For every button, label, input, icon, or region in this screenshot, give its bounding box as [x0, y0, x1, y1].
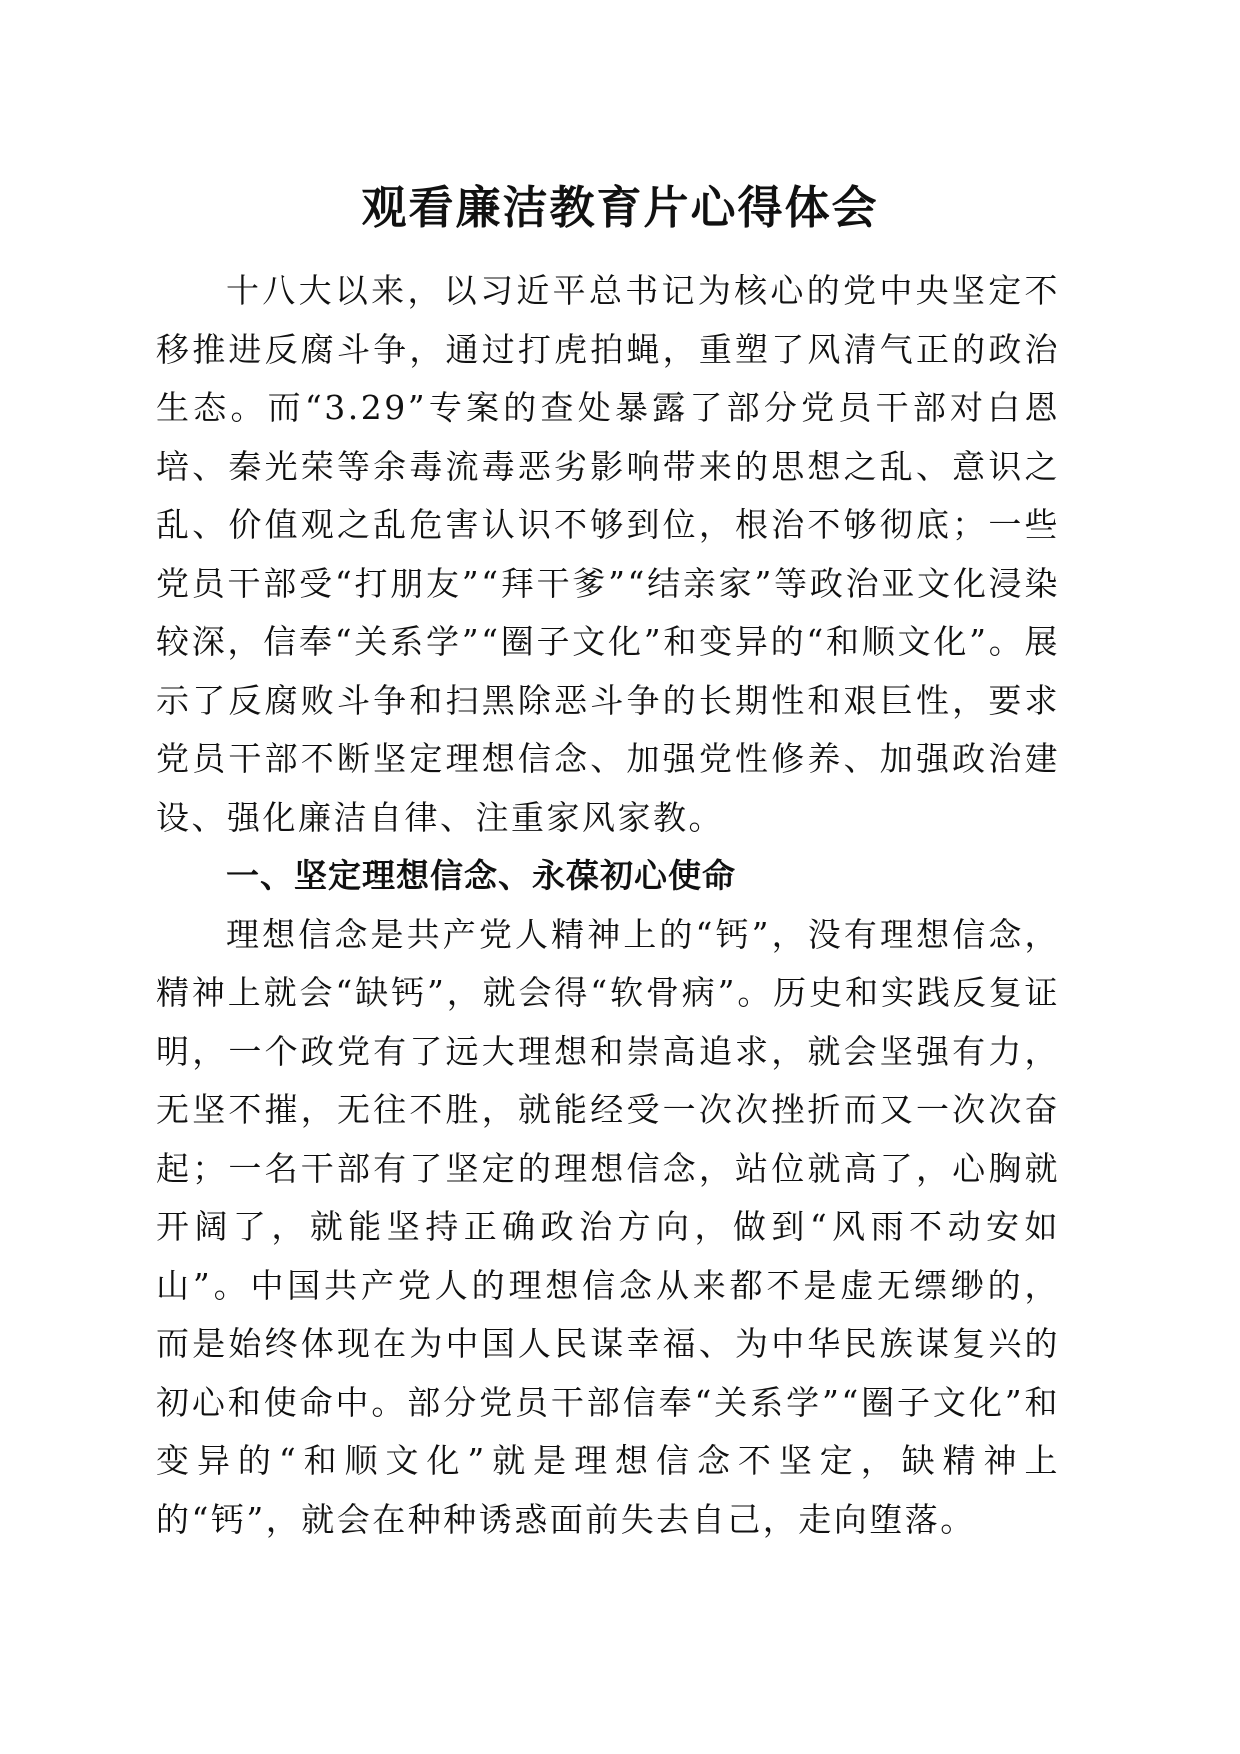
- section-heading: 一、坚定理想信念、永葆初心使命: [226, 856, 736, 895]
- intro-paragraph: 十八大以来，以习近平总书记为核心的党中央坚定不移推进反腐斗争，通过打虎拍蝇，重塑了风清气正的政治生态。而“3.29”专案的查处暴露了部分党员干部对白恩培、秦光荣等余毒流毒恶劣影响带来的思想之乱、意识之乱、价值观之乱危害认识不够到位，根治不够彻底；一些党员干部受“打朋友”“拜干爹”“结亲家”等政治亚文化浸染较深，信奉“关系学”“圈子文化”和变异的“和顺文化”。展示了反腐败斗争和扫黑除恶斗争的长期性和艰巨性，要求党员干部不断坚定理想信念、加强党性修养、加强政治建设、强化廉洁自律、注重家风家教。: [156, 271, 1060, 837]
- section-paragraph: 理想信念是共产党人精神上的“钙”，没有理想信念，精神上就会“缺钙”，就会得“软骨病”。历史和实践反复证明，一个政党有了远大理想和崇高追求，就会坚强有力，无坚不摧，无往不胜，就能经受一次次挫折而又一次次奋起；一名干部有了坚定的理想信念，站位就高了，心胸就开阔了，就能坚持正确政治方向，做到“风雨不动安如山”。中国共产党人的理想信念从来都不是虚无缥缈的，而是始终体现在为中国人民谋幸福、为中华民族谋复兴的初心和使命中。部分党员干部信奉“关系学”“圈子文化”和变异的“和顺文化”就是理想信念不坚定，缺精神上的“钙”，就会在种种诱惑面前失去自己，走向堕落。: [156, 914, 1060, 1539]
- document-body: [156, 262, 1060, 1549]
- document-title: 观看廉洁教育片心得体会: [361, 181, 879, 234]
